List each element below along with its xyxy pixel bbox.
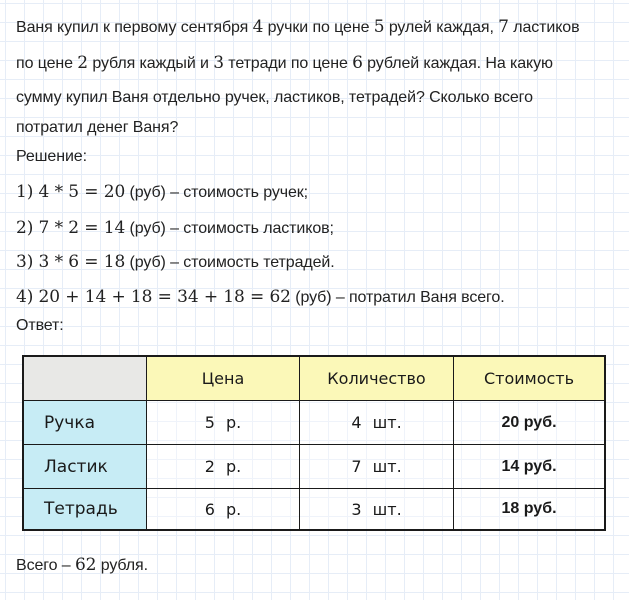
column-header-cost: Стоимость xyxy=(454,357,604,401)
solution-step xyxy=(16,182,308,203)
quantity-cell: 3 шт. xyxy=(300,489,454,529)
cost-cell: 14 руб. xyxy=(454,445,604,489)
answer-table xyxy=(22,355,606,531)
row-header-item: Тетрадь xyxy=(24,489,147,529)
solution-step xyxy=(16,218,334,239)
number: 4 xyxy=(252,17,264,37)
table-corner-cell xyxy=(24,357,147,401)
quantity-cell: 7 шт. xyxy=(300,445,454,489)
cost-cell: 20 руб. xyxy=(454,401,604,445)
number: 7 xyxy=(498,17,509,37)
step-text: (руб) – потратил Ваня всего. xyxy=(290,289,505,306)
step-expression: 2) 7 * 2 = 14 xyxy=(16,218,126,238)
text: Всего – xyxy=(16,557,75,574)
number: 5 xyxy=(373,17,385,37)
problem-line xyxy=(16,53,553,74)
text: ручки по цене xyxy=(263,19,374,36)
number: 2 xyxy=(77,53,88,73)
text: сумму купил Ваня отдельно ручек, ластиков, тетрадей? Сколько всего xyxy=(16,89,533,106)
text: ластиков xyxy=(508,19,580,36)
step-text: (руб) – стоимость тетрадей. xyxy=(125,254,335,271)
solution-step xyxy=(16,287,505,308)
step-text: (руб) – стоимость ручек; xyxy=(125,184,309,201)
problem-line xyxy=(16,118,178,138)
solution-heading: Решение: xyxy=(16,148,87,165)
text: рублей каждая. На какую xyxy=(362,55,553,72)
cost-cell: 18 руб. xyxy=(501,500,557,517)
quantity-cell: 4 шт. xyxy=(300,401,454,445)
text: по цене xyxy=(16,55,78,72)
text: рубля каждый и xyxy=(88,55,214,72)
column-header-price: Цена xyxy=(147,357,300,401)
step-expression: 1) 4 * 5 = 20 xyxy=(16,182,126,202)
text: рулей каждая, xyxy=(384,19,499,36)
text: Ваня купил к первому сентября xyxy=(16,19,253,36)
total-value: 62 xyxy=(74,555,97,575)
row-header-item: Ручка xyxy=(24,401,147,445)
step-expression: 3) 3 * 6 = 18 xyxy=(16,252,126,272)
text: тетради по цене xyxy=(223,55,353,72)
answer-heading: Ответ: xyxy=(16,317,64,334)
price-cell: 5 р. xyxy=(147,401,300,445)
row-header-item: Ластик xyxy=(24,445,147,489)
solution-step xyxy=(16,252,335,273)
problem-line xyxy=(16,88,533,108)
problem-line xyxy=(16,17,580,38)
number: 6 xyxy=(352,53,363,73)
column-header-quantity: Количество xyxy=(300,357,454,401)
text: потратил денег Ваня? xyxy=(16,119,179,136)
total-line xyxy=(16,555,148,576)
step-expression: 4) 20 + 14 + 18 = 34 + 18 = 62 xyxy=(16,287,291,307)
text: рубля. xyxy=(96,557,148,574)
price-cell: 6 р. xyxy=(147,489,300,529)
step-text: (руб) – стоимость ластиков; xyxy=(125,220,334,237)
price-cell: 2 р. xyxy=(147,445,300,489)
number: 3 xyxy=(213,53,224,73)
